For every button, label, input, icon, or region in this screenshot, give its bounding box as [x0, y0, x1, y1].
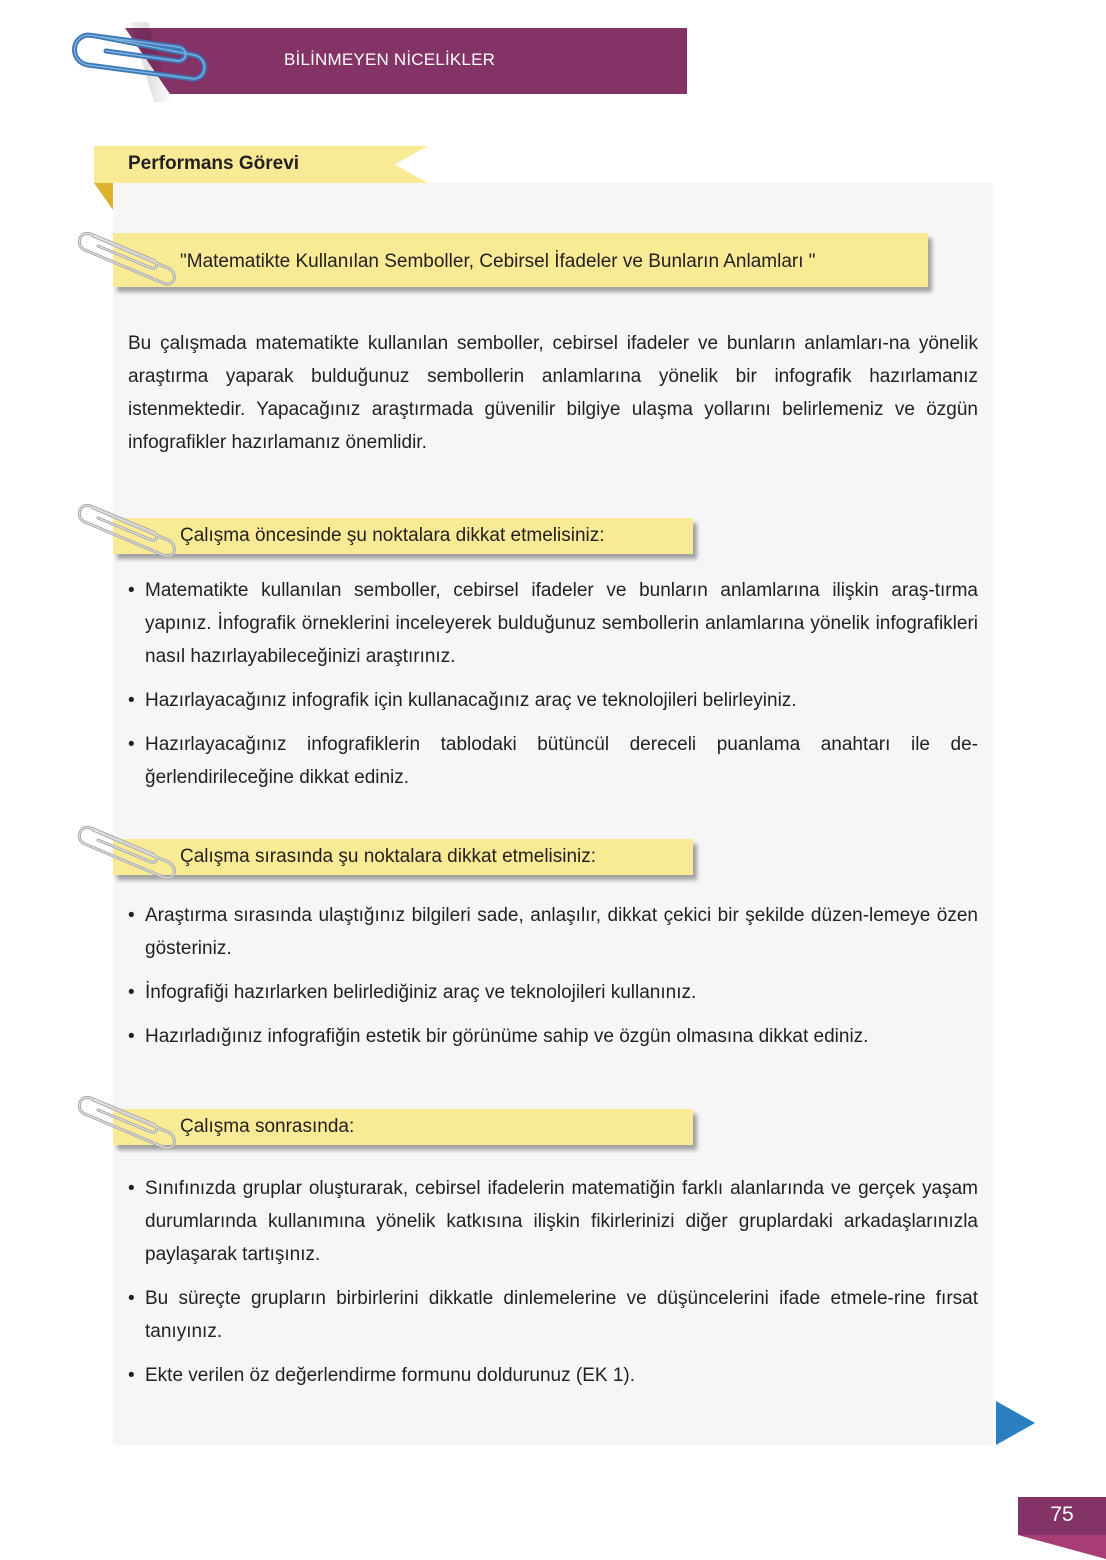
bullet-icon: •: [128, 905, 135, 926]
section-heading: Çalışma sırasında şu noktalara dikkat etmelisiniz:: [180, 846, 597, 867]
paperclip-icon: [73, 822, 183, 882]
list-item: • Sınıfınızda gruplar oluşturarak, cebirsel ifadelerin matematiğin farklı alanlarında ve gerçek yaşam durumlarında kullanımına yönelik katkısına ilişkin fikirlerinizi diğer gruplardaki arkadaşlarınızla paylaşarak tartışınız.: [128, 1172, 978, 1271]
list-item: • Hazırlayacağınız infografiklerin tablodaki bütüncül dereceli puanlama anahtarı ile de-ğerlendirileceğine dikkat ediniz.: [128, 728, 978, 794]
paperclip-icon: [73, 228, 183, 288]
bullet-icon: •: [128, 1365, 135, 1386]
section-ribbon-label: Performans Görevi: [128, 153, 300, 174]
section-heading: Çalışma sonrasında:: [180, 1116, 355, 1137]
task-title: "Matematikte Kullanılan Semboller, Cebirsel İfadeler ve Bunların Anlamları ": [180, 251, 816, 272]
list-item: • Matematikte kullanılan semboller, cebirsel ifadeler ve bunların anlamlarına ilişkin araş-tırma yapınız. İnfografik örneklerini inceleyerek bulduğunuz sembollerin anlamlarına yönelik infografikleri nasıl hazırlayabileceğinizi araştırınız.: [128, 574, 978, 673]
list-item: • Ekte verilen öz değerlendirme formunu doldurunuz (EK 1).: [128, 1359, 978, 1392]
list-item: • Hazırladığınız infografiğin estetik bir görünüme sahip ve özgün olmasına dikkat ediniz.: [128, 1020, 978, 1053]
ribbon-fold: [94, 183, 113, 210]
list-item: • Bu süreçte grupların birbirlerini dikkatle dinlemelerine ve düşüncelerini ifade etmele-rine fırsat tanıyınız.: [128, 1282, 978, 1348]
bullet-list: [128, 899, 978, 1064]
paperclip-icon: [73, 500, 183, 560]
list-item: • Araştırma sırasında ulaştığınız bilgileri sade, anlaşılır, dikkat çekici bir şekilde düzen-lemeye özen gösteriniz.: [128, 899, 978, 965]
list-item: • İnfografiği hazırlarken belirlediğiniz araç ve teknolojileri kullanınız.: [128, 976, 978, 1009]
bullet-icon: •: [128, 580, 135, 601]
page-number-tail: [1018, 1535, 1106, 1559]
bullet-icon: •: [128, 1026, 135, 1047]
bullet-icon: •: [128, 690, 135, 711]
bullet-icon: •: [128, 982, 135, 1003]
list-item: • Hazırlayacağınız infografik için kullanacağınız araç ve teknolojileri belirleyiniz.: [128, 684, 978, 717]
bullet-icon: •: [128, 1288, 135, 1309]
section-heading: Çalışma öncesinde şu noktalara dikkat etmelisiniz:: [180, 525, 605, 546]
next-arrow-icon[interactable]: [996, 1401, 1035, 1445]
intro-paragraph: Bu çalışmada matematikte kullanılan semboller, cebirsel ifadeler ve bunların anlamları-na yönelik araştırma yaparak bulduğunuz sembollerin anlamlarına yönelik bir infografik hazırlamanız istenmektedir. Yapacağınız araştırmada güvenilir bilgiye ulaşma yollarını belirlemeniz ve özgün infografikler hazırlamanız önemlidir.: [128, 333, 978, 453]
paperclip-icon: [73, 1092, 183, 1152]
bullet-icon: •: [128, 734, 135, 755]
page-number: 75: [1050, 1503, 1074, 1526]
bullet-list: [128, 1172, 978, 1403]
bullet-icon: •: [128, 1178, 135, 1199]
bullet-list: [128, 574, 978, 805]
paperclip-icon: [66, 25, 216, 85]
chapter-title: BİLİNMEYEN NİCELİKLER: [284, 50, 496, 69]
